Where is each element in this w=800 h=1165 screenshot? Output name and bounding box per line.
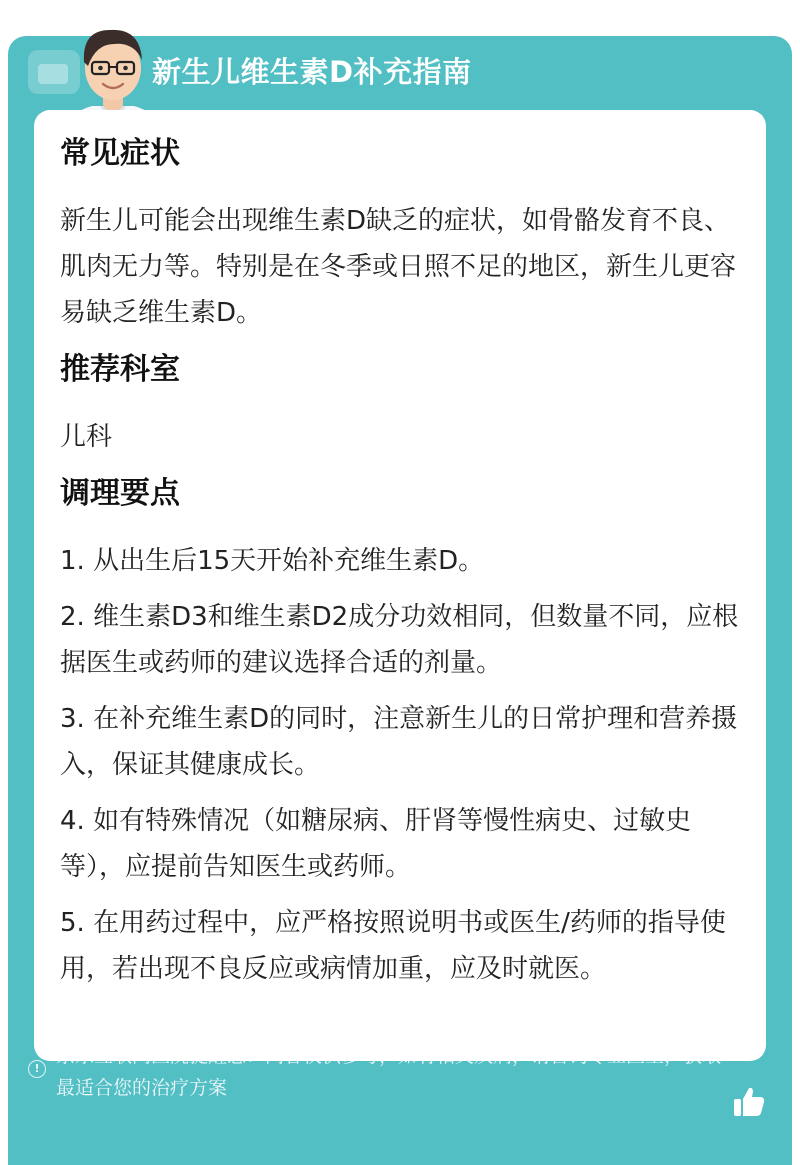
thumbs-up-icon[interactable] bbox=[732, 1085, 766, 1119]
content-panel bbox=[34, 110, 766, 1061]
department-text: 儿科 bbox=[60, 422, 113, 452]
list-item: 4. 如有特殊情况（如糖尿病、肝肾等慢性病史、过敏史等），应提前告知医生或药师。 bbox=[60, 806, 692, 882]
symptoms-text: 新生儿可能会出现维生素D缺乏的症状，如骨骼发育不良、肌肉无力等。特别是在冬季或日照不足的地区，新生儿更容易缺乏维生素D。 bbox=[60, 206, 737, 328]
list-item: 2. 维生素D3和维生素D2成分功效相同，但数量不同，应根据医生或药师的建议选择合适的剂量。 bbox=[60, 602, 739, 678]
section-heading-department: 推荐科室 bbox=[60, 352, 180, 387]
page-title: 新生儿维生素D补充指南 bbox=[152, 55, 472, 89]
list-item: 5. 在用药过程中，应严格按照说明书或医生/药师的指导使用，若出现不良反应或病情加重，应及时就医。 bbox=[60, 908, 726, 984]
section-heading-care: 调理要点 bbox=[60, 476, 180, 511]
section-heading-symptoms: 常见症状 bbox=[60, 136, 180, 171]
footer-notice bbox=[28, 1040, 728, 1104]
guide-card bbox=[8, 36, 792, 1165]
footer-notice-text: 京东互联网医院提醒您：内容仅供参考，如有相关疾病，请咨询专业医生，获取最适合您的治疗方案 bbox=[56, 1045, 722, 1099]
list-item: 1. 从出生后15天开始补充维生素D。 bbox=[60, 546, 485, 576]
info-icon: ! bbox=[28, 1060, 46, 1078]
list-item: 3. 在补充维生素D的同时，注意新生儿的日常护理和营养摄入，保证其健康成长。 bbox=[60, 704, 738, 780]
